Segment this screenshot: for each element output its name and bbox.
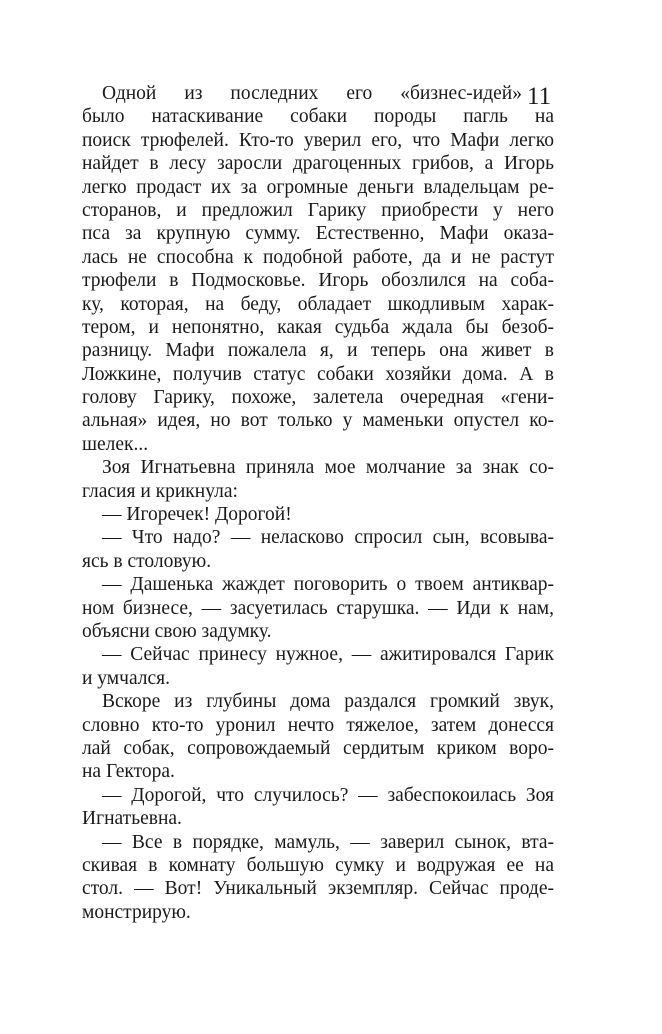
page-number: 11	[527, 83, 552, 110]
text-line: легко продаст их за огромные деньги владельцам ре-	[82, 176, 554, 198]
text-line: объясни свою задумку.	[82, 620, 272, 642]
text-line: ясь в столовую.	[82, 550, 212, 572]
text-line: Игнатьевна.	[82, 808, 182, 830]
text-line: — Дашенька жаждет поговорить о твоем антиквар-	[102, 574, 554, 596]
text-line: монстрирую.	[82, 901, 191, 923]
text-line: шелек...	[82, 433, 149, 455]
text-line: разницу. Мафи пожалела я, и теперь она живет в	[82, 340, 554, 362]
text-line: Ложкине, получив статус собаки хозяйки дома. А в	[82, 363, 554, 385]
text-line: ку, которая, на беду, обладает шкодливым харак-	[82, 293, 554, 315]
text-line: лась не способна к подобной работе, да и не растут	[82, 246, 554, 268]
text-line: — Все в порядке, мамуль, — заверил сынок, вта-	[102, 831, 554, 853]
text-line: пса за крупную сумму. Естественно, Мафи оказа-	[82, 223, 554, 245]
text-line: лай собак, сопровождаемый сердитым криком воро-	[82, 737, 554, 759]
text-line: Одной из последних его «бизнес-идей»	[102, 83, 522, 104]
text-line: — Сейчас принесу нужное, — ажитировался Гарик	[102, 644, 554, 666]
body-text	[82, 82, 554, 924]
text-line: поиск трюфелей. Кто-то уверил его, что Мафи легко	[82, 129, 554, 151]
text-line: ном бизнесе, — засуетилась старушка. — Иди к нам,	[82, 597, 554, 619]
text-line: — Что надо? — неласково спросил сын, всовыва-	[102, 527, 554, 549]
text-line: Вскоре из глубины дома раздался громкий звук,	[102, 691, 554, 713]
text-line: и умчался.	[82, 667, 171, 689]
text-line: — Дорогой, что случилось? — забеспокоилась Зоя	[102, 784, 554, 806]
text-line: скивая в комнату большую сумку и водружая ее на	[82, 854, 554, 876]
text-line: словно кто-то уронил нечто тяжелое, затем донесся	[82, 714, 554, 736]
text-line: тером, и непонятно, какая судьба ждала бы безоб-	[82, 316, 554, 338]
text-line: альная» идея, но вот только у маменьки опустел ко-	[82, 410, 554, 432]
text-line: стол. — Вот! Уникальный экземпляр. Сейчас проде-	[82, 878, 554, 900]
text-line: Зоя Игнатьевна приняла мое молчание за знак со-	[102, 457, 554, 479]
text-line: на Гектора.	[82, 761, 175, 783]
text-line: найдет в лесу заросли драгоценных грибов, а Игорь	[82, 153, 554, 175]
text-line: сторанов, и предложил Гарику приобрести у него	[82, 199, 554, 221]
text-line: гласия и крикнула:	[82, 480, 238, 502]
text-line: голову Гарику, похоже, залетела очередная «гени-	[82, 387, 554, 409]
text-line: трюфели в Подмосковье. Игорь обозлился на соба-	[82, 270, 554, 292]
text-line: — Игоречек! Дорогой!	[102, 504, 292, 526]
text-line: было натаскивание собаки породы пагль на	[82, 106, 554, 128]
